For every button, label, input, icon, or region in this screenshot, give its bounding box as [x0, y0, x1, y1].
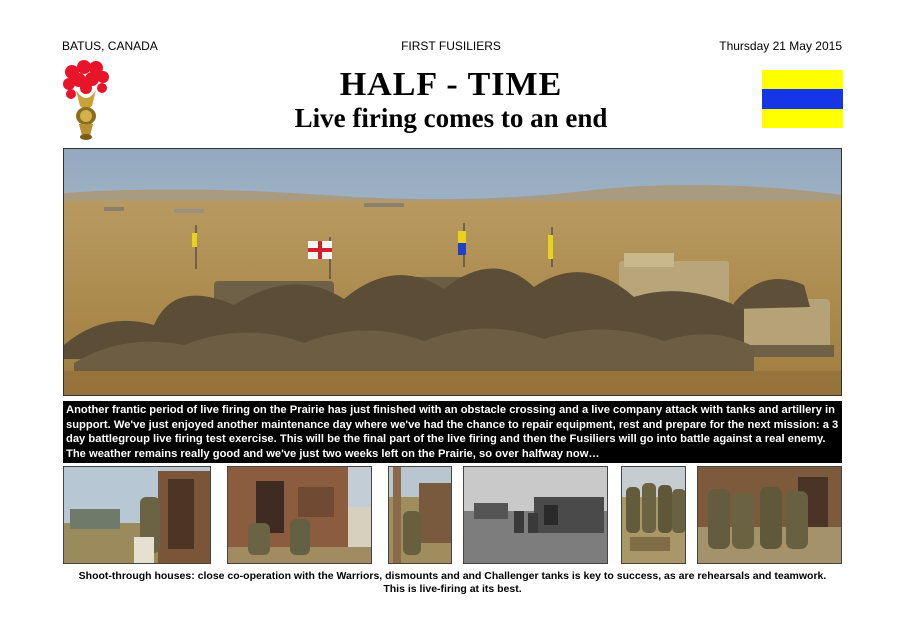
flag-stripe-middle [762, 89, 843, 108]
location-label: BATUS, CANADA [62, 39, 158, 53]
fusilier-hackle-badge-icon [62, 60, 110, 140]
flag-stripe-top [762, 70, 843, 89]
thumbnails-caption-line-2: This is live-firing at its best. [383, 583, 522, 595]
regimental-flag-icon [762, 70, 843, 128]
thumbnail-photo-4 [463, 466, 608, 564]
date-label: Thursday 21 May 2015 [719, 39, 842, 53]
group-photo [63, 148, 842, 396]
unit-label: FIRST FUSILIERS [401, 39, 501, 53]
flag-stripe-bottom [762, 109, 843, 128]
thumbnail-photo-1 [63, 466, 211, 564]
thumbnail-photo-5 [621, 466, 686, 564]
thumbnail-photo-3 [388, 466, 452, 564]
page-title: HALF - TIME [339, 66, 563, 103]
page-subtitle: Live firing comes to an end [294, 103, 608, 133]
thumbnails-caption [63, 570, 842, 596]
thumbnail-photo-2 [227, 466, 372, 564]
thumbnail-photo-6 [697, 466, 842, 564]
thumbnails-caption-line-1: Shoot-through houses: close co-operation with the Warriors, dismounts and and Challenger tanks is key to success, as are rehearsals and teamwork. [78, 570, 827, 582]
main-photo-caption: Another frantic period of live firing on the Prairie has just finished with an obstacle crossing and a live company attack with tanks and artillery in support. We've just enjoyed another maintenance day where we've had the chance to repair equipment, rest and prepare for the next mission: a 3 day battlegroup live firing test exercise. This will be the final part of the live firing and then the Fusiliers will go into battle against a real enemy. The weather remains really good and we've just two weeks left on the Prairie, so over halfway now… [63, 401, 842, 463]
